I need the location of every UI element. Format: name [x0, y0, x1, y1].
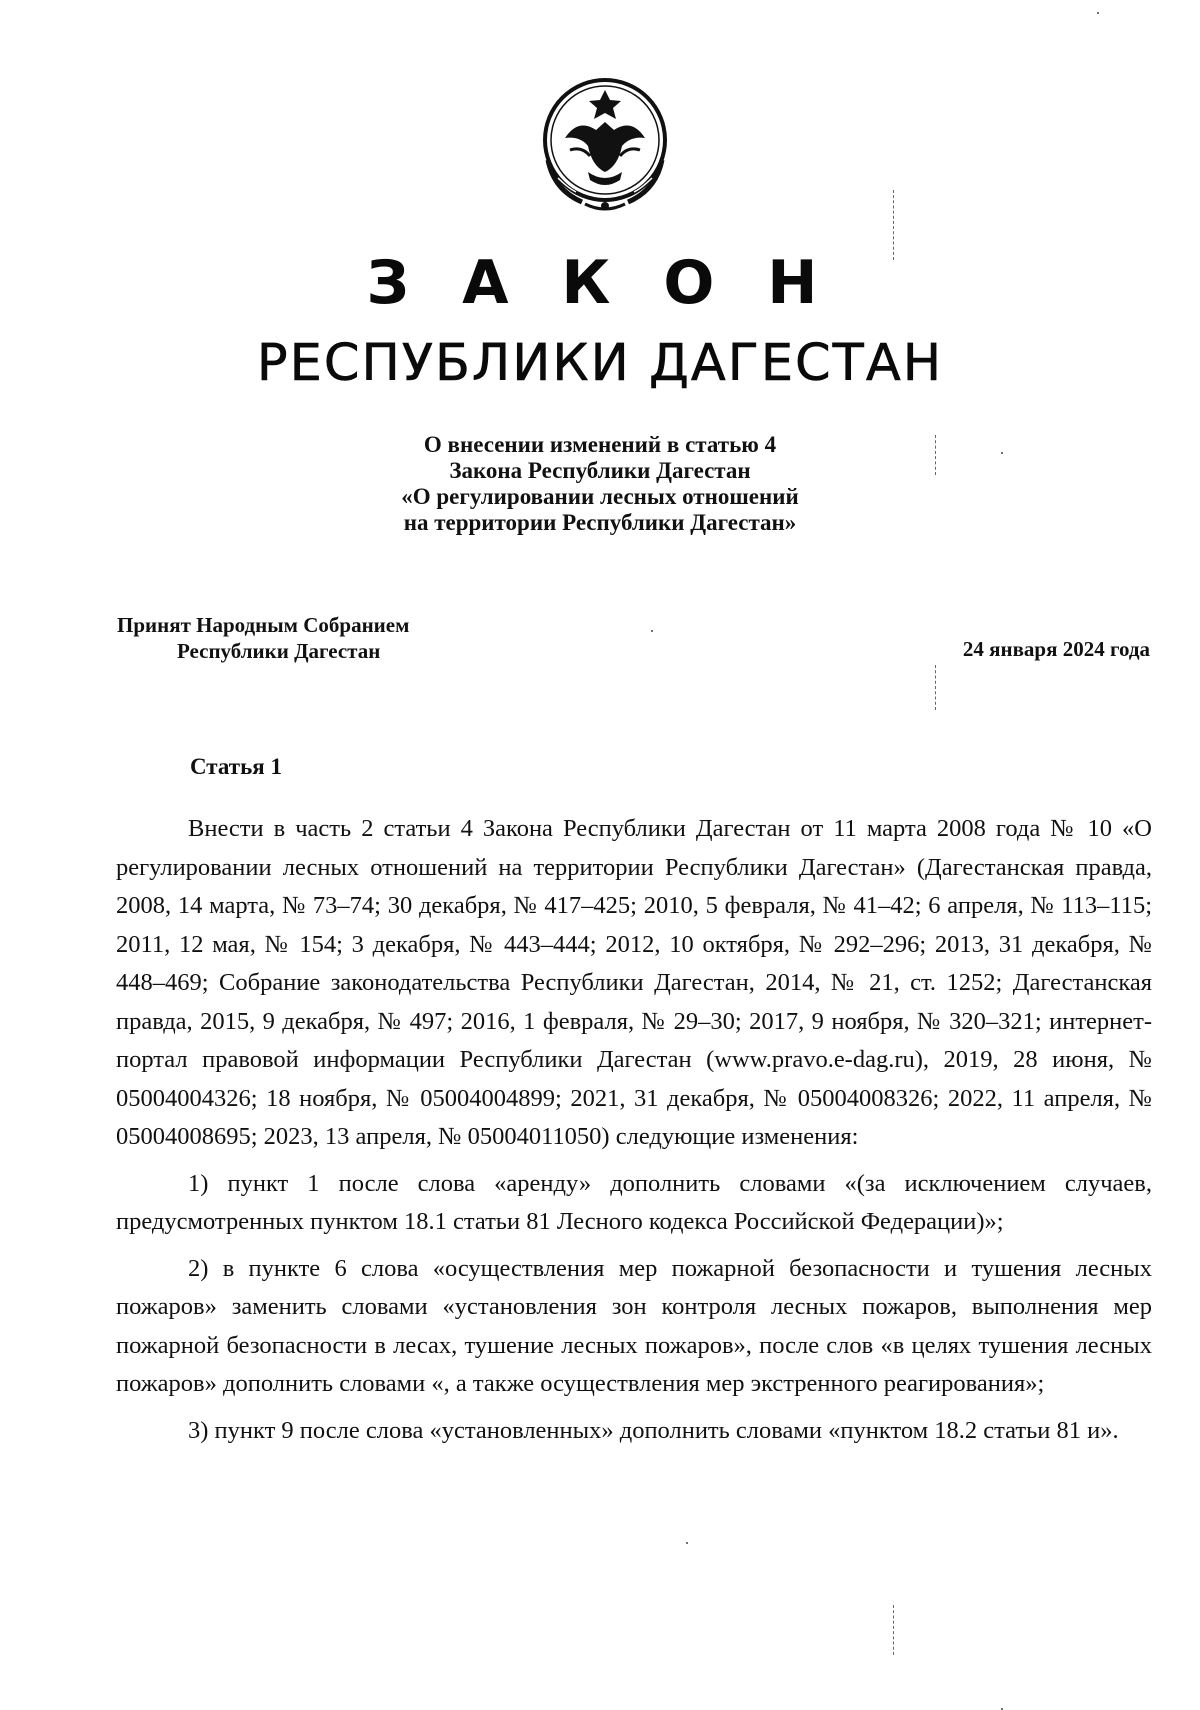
scan-artifact — [1097, 12, 1099, 14]
scan-artifact — [1001, 452, 1003, 454]
adoption-statement — [117, 612, 409, 664]
law-subject — [0, 432, 1200, 536]
coat-of-arms-icon — [530, 68, 680, 218]
subject-line: «О регулировании лесных отношений — [401, 484, 799, 509]
scan-artifact — [686, 1542, 688, 1544]
scan-artifact — [893, 190, 894, 260]
adoption-line-2: Республики Дагестан — [177, 639, 381, 663]
law-title: З А К О Н — [366, 248, 834, 318]
scan-artifact — [935, 665, 936, 710]
adoption-line-1: Принят Народным Собранием — [117, 613, 410, 637]
article-paragraph-main: Внести в часть 2 статьи 4 Закона Республики Дагестан от 11 марта 2008 года № 10 «О регулировании лесных отношений на территории Республики Дагестан» (Дагестанская правда, 2008, 14 марта, № 73–74; 30 декабря, № 417–425; 2010, 5 февраля, № 41–42; 6 апреля, № 113–115; 2011, 12 мая, № 154; 3 декабря, № 443–444; 2012, 10 октября, № 292–296; 2013, 31 декабря, № 448–469; Собрание законодательства Республики Дагестан, 2014, № 21, ст. 1252; Дагестанская правда, 2015, 9 декабря, № 497; 2016, 1 февраля, № 29–30; 2017, 9 ноября, № 320–321; интернет-портал правовой информации Республики Дагестан (www.pravo.e-dag.ru), 2019, 28 июня, № 05004004326; 18 ноября, № 05004004899; 2021, 31 декабря, № 05004008326; 2022, 11 апреля, № 05004008695; 2023, 13 апреля, № 05004011050) следующие изменения: — [116, 815, 1152, 1150]
subject-line: на территории Республики Дагестан» — [403, 510, 797, 535]
article-body — [116, 810, 1152, 1450]
law-subtitle: РЕСПУБЛИКИ ДАГЕСТАН — [256, 334, 944, 393]
scan-artifact — [935, 435, 936, 475]
article-item-3: 3) пункт 9 после слова «установленных» дополнить словами «пунктом 18.2 статьи 81 и». — [188, 1416, 1119, 1444]
scan-artifact — [893, 1605, 894, 1655]
subject-line: Закона Республики Дагестан — [449, 458, 751, 483]
article-heading: Статья 1 — [190, 754, 282, 779]
scan-artifact — [651, 630, 653, 632]
coat-of-arms-emblem — [530, 68, 680, 218]
adoption-date: 24 января 2024 года — [962, 637, 1150, 661]
subject-line: О внесении изменений в статью 4 — [423, 432, 777, 457]
article-item-2: 2) в пункте 6 слова «осуществления мер пожарной безопасности и тушения лесных пожаров» заменить словами «установления зон контроля лесных пожаров, выполнения мер пожарной безопасности в лесах, тушение лесных пожаров», после слов «в целях тушения лесных пожаров» дополнить словами «, а также осуществления мер экстренного реагирования»; — [116, 1254, 1152, 1397]
article-item-1: 1) пункт 1 после слова «аренду» дополнить словами «(за исключением случаев, предусмотренных пунктом 18.1 статьи 81 Лесного кодекса Российской Федерации)»; — [116, 1169, 1152, 1235]
